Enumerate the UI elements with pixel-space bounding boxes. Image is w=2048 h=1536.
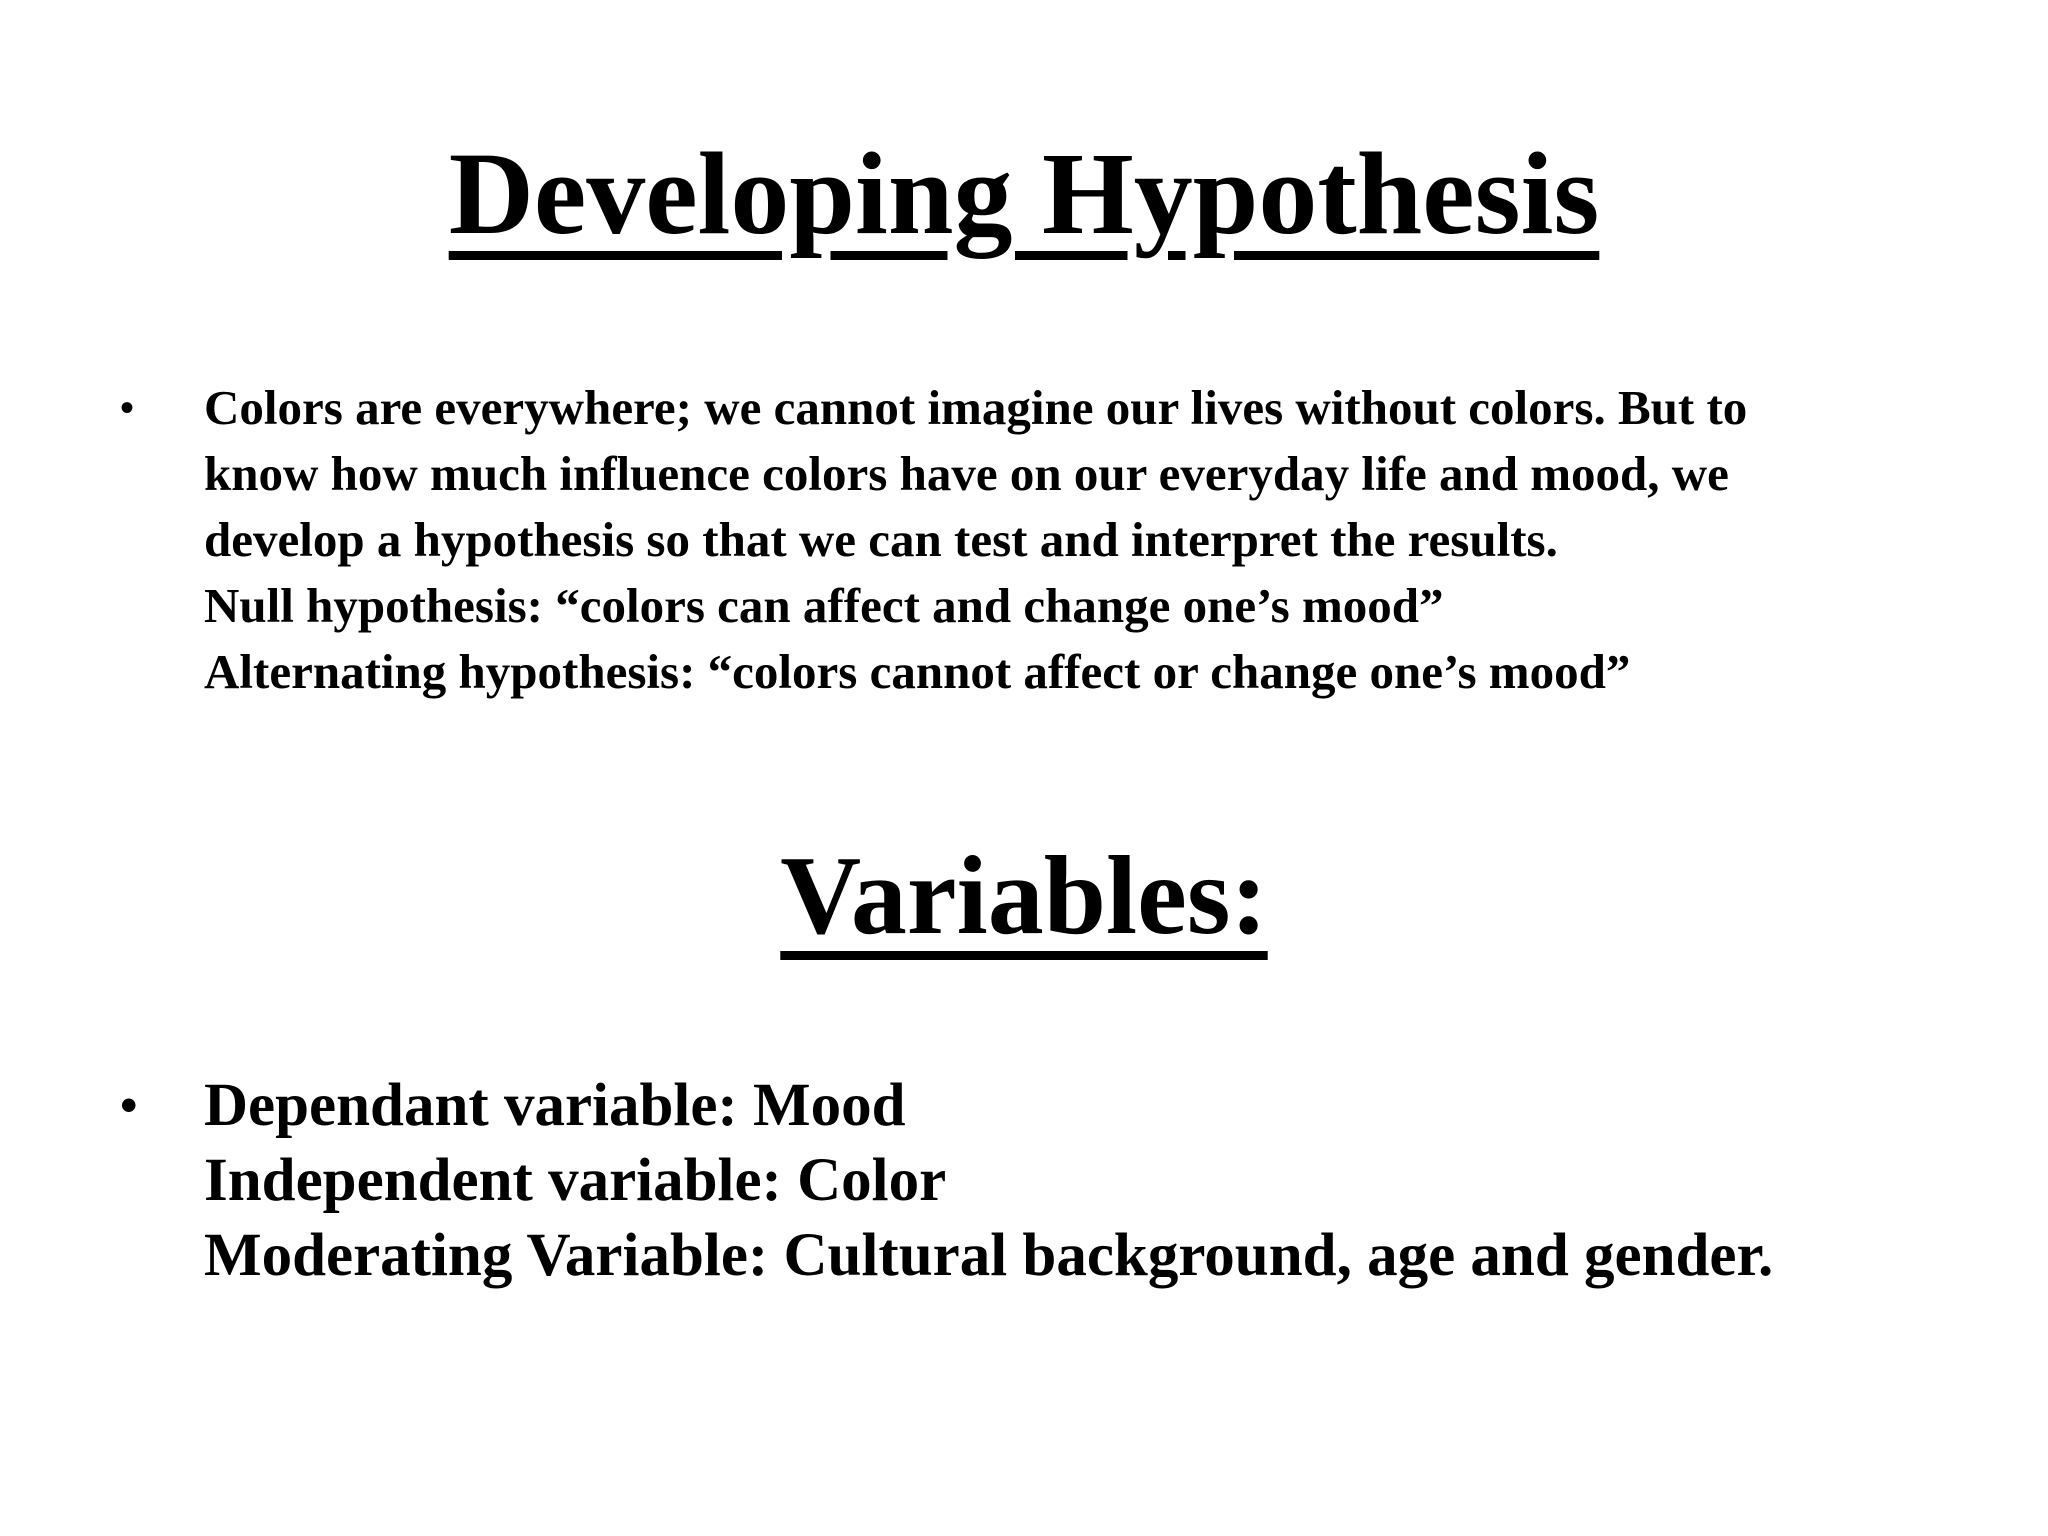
hypothesis-line: develop a hypothesis so that we can test and interpret the results. [204, 512, 1558, 567]
bullet-marker: • [120, 385, 135, 430]
variables-heading-text: Variables: [780, 834, 1268, 958]
variables-heading [0, 834, 2048, 958]
variables-text [204, 1068, 1944, 1293]
independent-variable-line: Independent variable: Color [204, 1147, 947, 1214]
null-hypothesis-line: Null hypothesis: “colors can affect and change one’s mood” [204, 578, 1444, 633]
dependant-variable-line: Dependant variable: Mood [204, 1072, 906, 1139]
bullet-marker: • [120, 1077, 138, 1133]
hypothesis-text [204, 375, 1944, 705]
moderating-variable-line: Moderating Variable: Cultural background, age and gender. [204, 1222, 1774, 1289]
hypothesis-line: know how much influence colors have on our everyday life and mood, we [204, 446, 1729, 501]
slide-title-text: Developing Hypothesis [448, 128, 1600, 259]
alternating-hypothesis-line: Alternating hypothesis: “colors cannot affect or change one’s mood” [204, 644, 1631, 699]
slide-title [0, 128, 2048, 259]
hypothesis-line: Colors are everywhere; we cannot imagine our lives without colors. But to [204, 380, 1748, 435]
